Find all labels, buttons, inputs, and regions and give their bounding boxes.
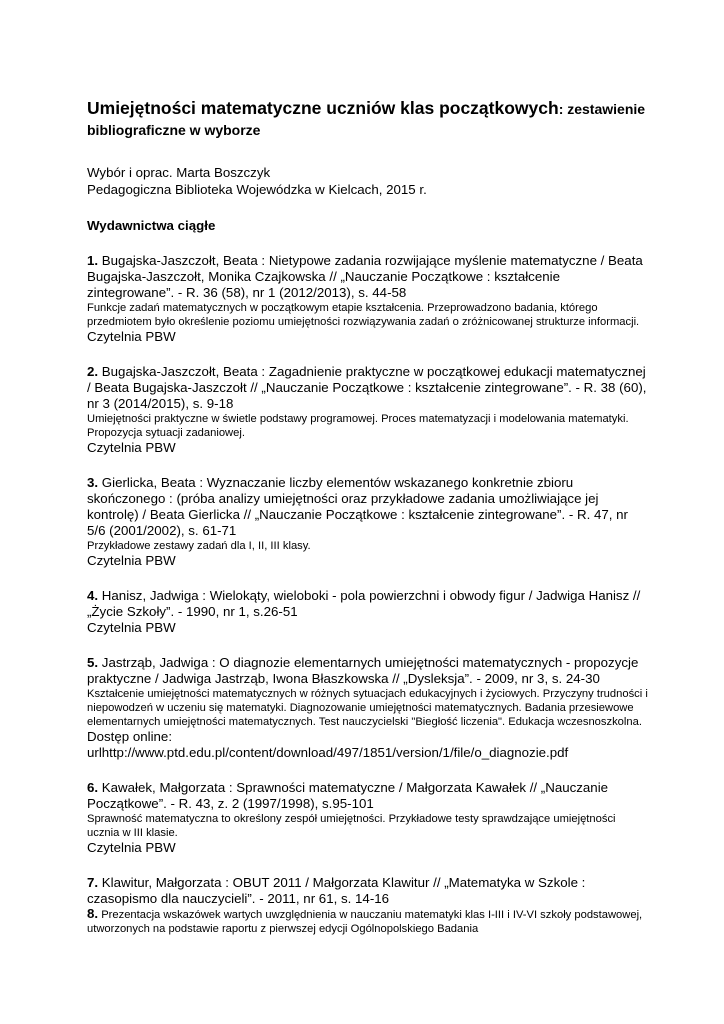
entry-citation-text: Gierlicka, Beata : Wyznaczanie liczby elementów wskazanego konkretnie zbioru skończonego : (próba analizy umiejętności oraz przykładowe zadania umożliwiające jej kontrolę) / Beata Gierlicka // „Nauczanie Początkowe : kształcenie zintegrowane”. - R. 47, nr 5/6 (2001/2002), s. 61-71 (87, 475, 628, 538)
entry-annotation: Funkcje zadań matematycznych w początkowym etapie kształcenia. Przeprowadzono badania, którego przedmiotem było określenie poziomu umiejętności rozwiązywania zadań o zróżnicowanej strukturze informacji. (87, 302, 640, 328)
entry-annotation: Kształcenie umiejętności matematycznych w różnych sytuacjach edukacyjnych i życiowych. Przyczyny trudności i niepowodzeń w uczeniu się matematyki. Diagnozowanie umiejętności matematycznych. Badania przesiewowe elementarnych umiejętności matematycznych. Test nauczycielski "Biegłość liczenia". Edukacja wczesnoszkolna. (87, 688, 648, 728)
entry-number: 3. (87, 475, 99, 490)
bibliography-entry (87, 588, 649, 636)
entry-citation-text: Klawitur, Małgorzata : OBUT 2011 / Małgorzata Klawitur // „Matematyka w Szkole : czasopismo dla nauczycieli”. - 2011, nr 61, s. 14-16 (87, 875, 586, 906)
entry-citation-text: Hanisz, Jadwiga : Wielokąty, wieloboki - pola powierzchni i obwody figur / Jadwiga Hanisz // „Życie Szkoły”. - 1990, nr 1, s.26-51 (87, 588, 641, 619)
entry-citation (87, 588, 649, 620)
entry-number: 7. (87, 875, 99, 890)
entry-citation (87, 875, 649, 907)
title-subtitle: : zestawienie bibliograficzne w wyborze (87, 101, 646, 138)
entry-number: 4. (87, 588, 99, 603)
entry-location: Czytelnia PBW (87, 329, 176, 344)
entry-citation-text: Bugajska-Jaszczołt, Beata : Nietypowe zadania rozwijające myślenie matematyczne / Beata Bugajska-Jaszczołt, Monika Czajkowska // „Nauczanie Początkowe : kształcenie zintegrowane”. - R. 36 (58), nr 1 (2012/2013), s. 44-58 (87, 253, 643, 300)
entry-number: 8. (87, 906, 99, 921)
entry-annotation: Umiejętności praktyczne w świetle podstawy programowej. Proces matematyzacji i modelowania matematyki. Propozycja sytuacji zadaniowej. (87, 413, 629, 439)
entry-access-url: urlhttp://www.ptd.edu.pl/content/download/497/1851/version/1/file/o_diagnozie.pdf (87, 745, 569, 760)
entry-annotation: Przykładowe zestawy zadań dla I, II, III klasy. (87, 540, 311, 552)
bibliography-entry (87, 780, 649, 856)
title-main: Umiejętności matematyczne uczniów klas początkowych (87, 98, 559, 118)
entry-number: 1. (87, 253, 99, 268)
bibliography-entry (87, 475, 649, 569)
entry-location: Czytelnia PBW (87, 553, 176, 568)
entry-citation (87, 780, 649, 812)
entry-citation (87, 475, 649, 539)
entry-citation-text: Bugajska-Jaszczołt, Beata : Zagadnienie praktyczne w początkowej edukacji matematycznej / Beata Bugajska-Jaszczołt // „Nauczanie Początkowe : kształcenie zintegrowane”. - R. 38 (60), nr 3 (2014/2015), s. 9-18 (87, 364, 647, 411)
entry-location: Czytelnia PBW (87, 440, 176, 455)
bibliography-entry (87, 253, 649, 345)
entry-citation (87, 253, 649, 301)
document-title (87, 98, 649, 141)
section-heading: Wydawnictwa ciągłe (87, 218, 216, 233)
entry-number: 6. (87, 780, 99, 795)
entry-access-label: Dostęp online: (87, 729, 173, 744)
entry-number: 2. (87, 364, 99, 379)
entry-annotation: Sprawność matematyczna to określony zespół umiejętności. Przykładowe testy sprawdzające umiejętności ucznia w III klasie. (87, 813, 616, 839)
entry-number: 5. (87, 655, 99, 670)
bibliography-entry (87, 364, 649, 456)
publisher-line: Pedagogiczna Biblioteka Wojewódzka w Kielcach, 2015 r. (87, 182, 427, 197)
entry-location: Czytelnia PBW (87, 620, 176, 635)
entry-location: Czytelnia PBW (87, 840, 176, 855)
entry-citation-text: Jastrząb, Jadwiga : O diagnozie elementarnych umiejętności matematycznych - propozycje praktyczne / Jadwiga Jastrząb, Iwona Błaszkowska // „Dysleksja”. - 2009, nr 3, s. 24-30 (87, 655, 639, 686)
bibliography-entry (87, 655, 649, 761)
bibliography-entry (87, 875, 649, 936)
entry-citation (87, 364, 649, 412)
document-page (87, 98, 649, 936)
entry-continuation (87, 907, 649, 936)
entry-citation (87, 655, 649, 687)
compiler-line: Wybór i oprac. Marta Boszczyk (87, 165, 271, 180)
document-meta (87, 164, 649, 198)
entry-citation-text: Kawałek, Małgorzata : Sprawności matematyczne / Małgorzata Kawałek // „Nauczanie Początkowe”. - R. 43, z. 2 (1997/1998), s.95-101 (87, 780, 609, 811)
continuation-text: Prezentacja wskazówek wartych uwzględnienia w nauczaniu matematyki klas I-III i IV-VI szkoły podstawowej, utworzonych na podstawie raportu z pierwszej edycji Ogólnopolskiego Badania (87, 909, 643, 935)
